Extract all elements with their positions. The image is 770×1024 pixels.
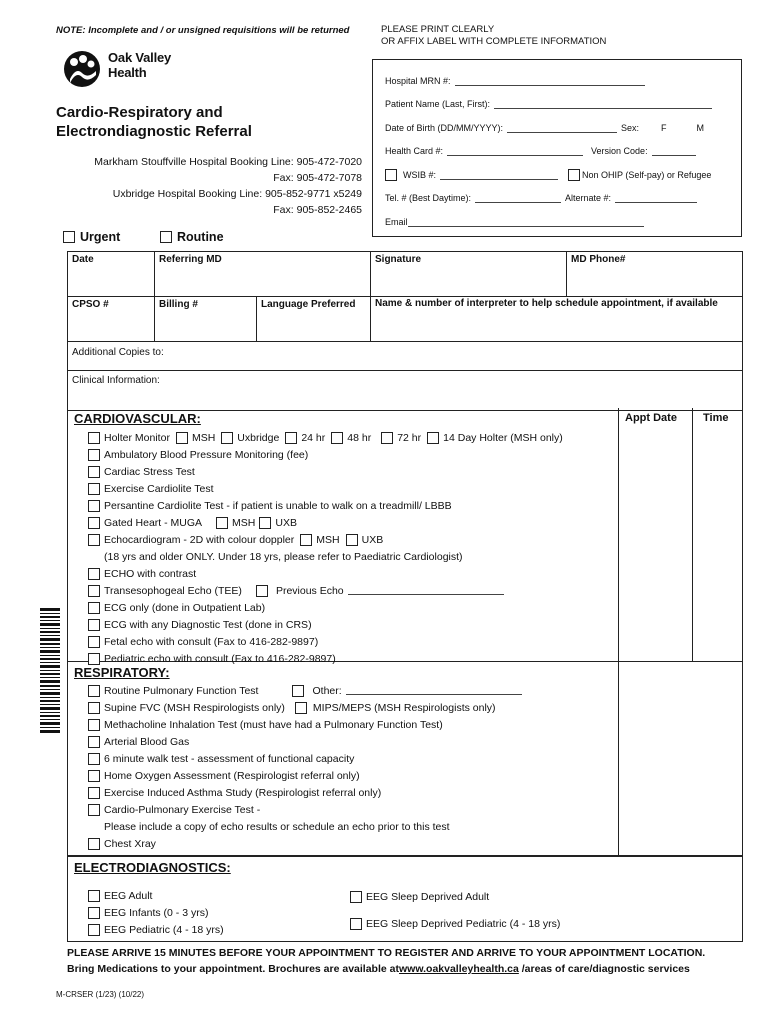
ecg-only-item[interactable]: ECG only (done in Outpatient Lab): [88, 599, 742, 616]
gated-uxb-checkbox[interactable]: [259, 517, 271, 529]
gated-heart-checkbox[interactable]: [88, 517, 100, 529]
cardiac-stress-item[interactable]: Cardiac Stress Test: [88, 463, 742, 480]
eeg-infants-checkbox[interactable]: [88, 907, 100, 919]
cardiovascular-heading: CARDIOVASCULAR:: [74, 411, 201, 426]
eeg-adult-item[interactable]: EEG Adult: [88, 887, 224, 904]
eeg-adult-checkbox[interactable]: [88, 890, 100, 902]
booking-msh-fax: Fax: 905-472-7078: [273, 172, 362, 184]
echocardiogram-row: Echocardiogram - 2D with colour doppler MSH UXB: [88, 531, 742, 548]
eeg-sleep-pediatric-checkbox[interactable]: [350, 918, 362, 930]
fetal-echo-item[interactable]: Fetal echo with consult (Fax to 416-282-9897): [88, 633, 742, 650]
supine-fvc-checkbox[interactable]: [88, 702, 100, 714]
eeg-sleep-adult-checkbox[interactable]: [350, 891, 362, 903]
eeg-sleep-pediatric-item[interactable]: EEG Sleep Deprived Pediatric (4 - 18 yrs): [350, 915, 560, 932]
eeg-pediatric-checkbox[interactable]: [88, 924, 100, 936]
website-link[interactable]: www.oakvalleyhealth.ca: [399, 963, 519, 975]
sex-m-option[interactable]: M: [696, 122, 705, 133]
mrn-field[interactable]: Hospital MRN #:: [385, 69, 741, 93]
walk-test-item[interactable]: 6 minute walk test - assessment of functional capacity: [88, 750, 742, 767]
ecg-only-checkbox[interactable]: [88, 602, 100, 614]
holter-48hr-checkbox[interactable]: [331, 432, 343, 444]
holter-24hr-checkbox[interactable]: [285, 432, 297, 444]
eeg-sleep-adult-item[interactable]: EEG Sleep Deprived Adult: [350, 888, 489, 905]
urgent-checkbox[interactable]: [63, 231, 75, 243]
arrival-notice: PLEASE ARRIVE 15 MINUTES BEFORE YOUR APPOINTMENT TO REGISTER AND ARRIVE TO YOUR APPOINTMENT LOCATION.: [67, 947, 706, 959]
echo-uxb-checkbox[interactable]: [346, 534, 358, 546]
holter-row: Holter Monitor MSH Uxbridge 24 hr 48 hr 72 hr 14 Day Holter (MSH only): [88, 429, 742, 446]
gated-heart-row: Gated Heart - MUGA MSH UXB: [88, 514, 742, 531]
urgent-option[interactable]: Urgent: [63, 230, 120, 244]
holter-72hr-checkbox[interactable]: [381, 432, 393, 444]
fetal-echo-checkbox[interactable]: [88, 636, 100, 648]
home-oxygen-item[interactable]: Home Oxygen Assessment (Respirologist referral only): [88, 767, 742, 784]
holter-uxbridge-checkbox[interactable]: [221, 432, 233, 444]
walk-test-checkbox[interactable]: [88, 753, 100, 765]
ecg-diagnostic-item[interactable]: ECG with any Diagnostic Test (done in CRS): [88, 616, 742, 633]
pediatric-echo-item[interactable]: Pediatric echo with consult (Fax to 416-282-9897): [88, 650, 742, 667]
cpso-cell[interactable]: CPSO #: [68, 297, 155, 341]
echo-msh-checkbox[interactable]: [300, 534, 312, 546]
wsib-checkbox[interactable]: [385, 169, 397, 181]
patient-name-field[interactable]: Patient Name (Last, First):: [385, 93, 741, 117]
supine-fvc-row: Supine FVC (MSH Respirologists only) MIPS/MEPS (MSH Respirologists only): [88, 699, 742, 716]
referring-md-cell[interactable]: Referring MD: [155, 252, 371, 296]
gated-msh-checkbox[interactable]: [216, 517, 228, 529]
eeg-pediatric-item[interactable]: EEG Pediatric (4 - 18 yrs): [88, 921, 224, 938]
arterial-blood-gas-item[interactable]: Arterial Blood Gas: [88, 733, 742, 750]
other-checkbox[interactable]: [292, 685, 304, 697]
routine-checkbox[interactable]: [160, 231, 172, 243]
exercise-cardiolite-item[interactable]: Exercise Cardiolite Test: [88, 480, 742, 497]
persantine-item[interactable]: Persantine Cardiolite Test - if patient is unable to walk on a treadmill/ LBBB: [88, 497, 742, 514]
echo-age-note: (18 yrs and older ONLY. Under 18 yrs, please refer to Paediatric Cardiologist): [104, 550, 463, 563]
methacholine-checkbox[interactable]: [88, 719, 100, 731]
print-clearly-notice: PLEASE PRINT CLEARLY OR AFFIX LABEL WITH COMPLETE INFORMATION: [381, 24, 607, 47]
echo-contrast-item[interactable]: ECHO with contrast: [88, 565, 742, 582]
electrodiagnostics-heading: ELECTRODIAGNOSTICS:: [74, 860, 231, 875]
tee-checkbox[interactable]: [88, 585, 100, 597]
email-field[interactable]: Email: [385, 210, 741, 234]
home-oxygen-checkbox[interactable]: [88, 770, 100, 782]
echo-copy-note: Please include a copy of echo results or schedule an echo prior to this test: [104, 820, 450, 833]
previous-echo-checkbox[interactable]: [256, 585, 268, 597]
booking-uxb-line: Uxbridge Hospital Booking Line: 905-852-9771 x5249: [112, 188, 362, 200]
health-card-field[interactable]: Health Card #: Version Code:: [385, 140, 741, 164]
chest-xray-checkbox[interactable]: [88, 838, 100, 850]
exercise-asthma-item[interactable]: Exercise Induced Asthma Study (Respirologist referral only): [88, 784, 742, 801]
form-title: Cardio-Respiratory and Electrondiagnostic Referral: [56, 104, 252, 140]
mips-meps-checkbox[interactable]: [295, 702, 307, 714]
telephone-field[interactable]: Tel. # (Best Daytime): Alternate #:: [385, 187, 741, 211]
sex-f-option[interactable]: F: [661, 122, 667, 133]
non-ohip-checkbox[interactable]: [568, 169, 580, 181]
billing-cell[interactable]: Billing #: [155, 297, 257, 341]
persantine-checkbox[interactable]: [88, 500, 100, 512]
patient-info-box: [372, 59, 742, 237]
respiratory-section: [67, 662, 743, 856]
respiratory-heading: RESPIRATORY:: [74, 665, 170, 680]
ecg-diagnostic-checkbox[interactable]: [88, 619, 100, 631]
holter-msh-checkbox[interactable]: [176, 432, 188, 444]
cardiovascular-section: [67, 408, 743, 665]
interpreter-cell[interactable]: Name & number of interpreter to help schedule appointment, if available: [375, 298, 718, 309]
logo-wordmark: Oak Valley Health: [108, 50, 172, 80]
brochure-notice: Bring Medications to your appointment. Brochures are available atwww.oakvalleyhealth.ca /areas of care/diagnostic services: [67, 963, 690, 975]
ambulatory-bp-checkbox[interactable]: [88, 449, 100, 461]
arterial-blood-gas-checkbox[interactable]: [88, 736, 100, 748]
eeg-infants-item[interactable]: EEG Infants (0 - 3 yrs): [88, 904, 224, 921]
referral-info-table: [67, 251, 743, 411]
echocardiogram-checkbox[interactable]: [88, 534, 100, 546]
oak-valley-logo-icon: [62, 49, 104, 89]
signature-cell[interactable]: Signature: [371, 252, 567, 296]
tee-row: Transesophogeal Echo (TEE) Previous Echo: [88, 582, 742, 599]
routine-option[interactable]: Routine: [160, 230, 224, 244]
routine-pft-checkbox[interactable]: [88, 685, 100, 697]
form-code: M-CRSER (1/23) (10/22): [56, 990, 145, 999]
date-cell[interactable]: Date: [68, 252, 155, 296]
electrodiagnostics-section: [67, 856, 743, 942]
routine-pft-row: Routine Pulmonary Function Test Other:: [88, 682, 742, 699]
time-header: Time: [703, 412, 729, 424]
dob-field[interactable]: Date of Birth (DD/MM/YYYY): Sex: F M: [385, 122, 705, 133]
holter-checkbox[interactable]: [88, 432, 100, 444]
appt-date-header: Appt Date: [625, 412, 677, 424]
methacholine-item[interactable]: Methacholine Inhalation Test (must have had a Pulmonary Function Test): [88, 716, 742, 733]
wsib-field[interactable]: WSIB #: Non OHIP (Self-pay) or Refugee: [385, 163, 741, 187]
barcode-icon: [40, 608, 60, 733]
booking-msh-line: Markham Stouffville Hospital Booking Line: 905-472-7020: [94, 156, 362, 168]
chest-xray-item[interactable]: Chest Xray: [88, 835, 742, 852]
ambulatory-bp-item[interactable]: Ambulatory Blood Pressure Monitoring (fee): [88, 446, 742, 463]
md-phone-cell[interactable]: MD Phone#: [571, 254, 626, 265]
holter-14day-checkbox[interactable]: [427, 432, 439, 444]
exercise-asthma-checkbox[interactable]: [88, 787, 100, 799]
exercise-cardiolite-checkbox[interactable]: [88, 483, 100, 495]
additional-copies-cell[interactable]: Additional Copies to:: [72, 347, 164, 358]
clinical-info-cell[interactable]: Clinical Information:: [72, 375, 160, 386]
incomplete-note: NOTE: Incomplete and / or unsigned requisitions will be returned: [56, 25, 350, 36]
language-cell[interactable]: Language Preferred: [257, 297, 371, 341]
booking-uxb-fax: Fax: 905-852-2465: [273, 204, 362, 216]
cardio-pulmonary-item[interactable]: Cardio-Pulmonary Exercise Test -: [88, 801, 742, 818]
cardio-pulmonary-checkbox[interactable]: [88, 804, 100, 816]
echo-contrast-checkbox[interactable]: [88, 568, 100, 580]
cardiac-stress-checkbox[interactable]: [88, 466, 100, 478]
